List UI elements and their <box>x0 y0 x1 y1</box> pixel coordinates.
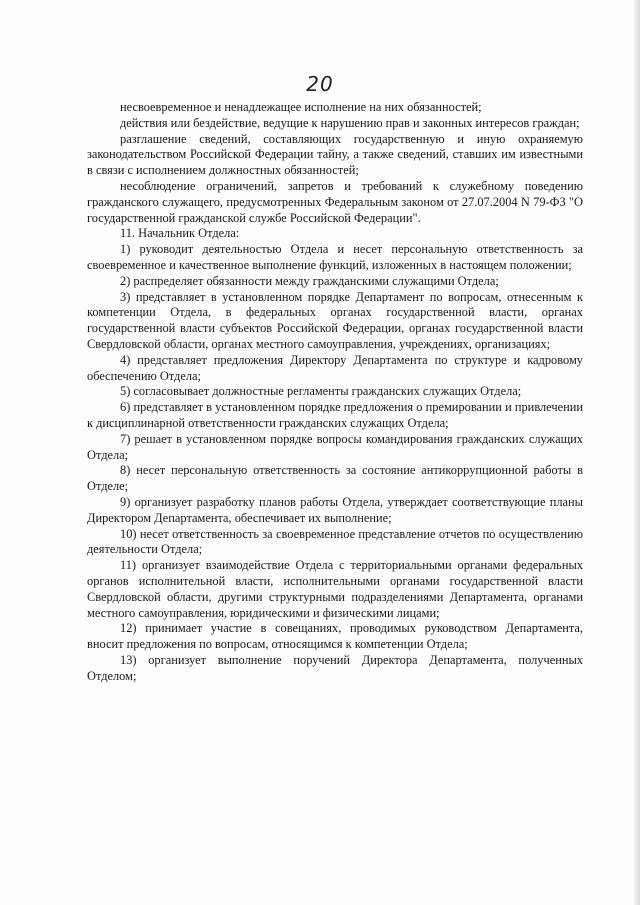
list-item: 11) организует взаимодействие Отдела с территориальными органами федеральных органов исполнительной власти, исполнительными органами государственной власти Свердловской области, другими структурными подразделениями Департамента, органами местного самоуправления, юридическими и физическими лицами; <box>87 558 583 620</box>
list-item: 4) представляет предложения Директору Департамента по структуре и кадровому обеспечению Отдела; <box>87 352 583 383</box>
list-item: 5) согласовывает должностные регламенты гражданских служащих Отдела; <box>120 384 522 399</box>
list-item: 10) несет ответственность за своевременное представление отчетов по осуществлению деятельности Отдела; <box>87 526 583 557</box>
list-item: 2) распределяет обязанности между гражданскими служащими Отдела; <box>120 273 499 288</box>
list-item: 3) представляет в установленном порядке Департамент по вопросам, отнесенным к компетенции Отдела, в федеральных органах государственной власти, органах государственной власти субъектов Российской Федерации, органах государственной власти Свердловской области, органах местного самоуправления, учреждениях, организациях; <box>87 289 583 351</box>
document-body <box>87 100 583 684</box>
paragraph: действия или бездействие, ведущие к нарушению прав и законных интересов граждан; <box>120 115 580 130</box>
list-item: 7) решает в установленном порядке вопросы командирования гражданских служащих Отдела; <box>87 431 583 462</box>
list-item: 1) руководит деятельностью Отдела и несет персональную ответственность за своевременное и качественное выполнение функций, изложенных в настоящем положении; <box>87 242 583 272</box>
list-item: 6) представляет в установленном порядке предложения о премировании и привлечении к дисциплинарной ответственности гражданских служащих Отдела; <box>87 400 583 430</box>
paragraph: разглашение сведений, составляющих государственную и иную охраняемую законодательством Российской Федерации тайну, а также сведений, ставших им известными в связи с исполнением должностных обязанностей; <box>87 131 583 178</box>
paragraph: несоблюдение ограничений, запретов и требований к служебному поведению гражданского служащего, предусмотренных Федеральным законом от 27.07.2004 N 79-ФЗ "О государственной гражданской службе Российской Федерации". <box>87 178 583 225</box>
paragraph: несвоевременное и ненадлежащее исполнение на них обязанностей; <box>120 100 482 114</box>
list-item: 9) организует разработку планов работы Отдела, утверждает соответствующие планы Директором Департамента, обеспечивает их выполнение; <box>87 494 583 525</box>
list-item: 13) организует выполнение поручений Директора Департамента, полученных Отделом; <box>87 652 583 683</box>
list-item: 12) принимает участие в совещаниях, проводимых руководством Департамента, вносит предложения по вопросам, относящимся к компетенции Отдела; <box>87 621 583 652</box>
list-item: 8) несет персональную ответственность за состояние антикоррупционной работы в Отделе; <box>87 463 583 494</box>
section-heading: 11. Начальник Отдела: <box>120 226 240 241</box>
page-number: 20 <box>306 72 334 96</box>
scan-edge <box>634 0 640 905</box>
